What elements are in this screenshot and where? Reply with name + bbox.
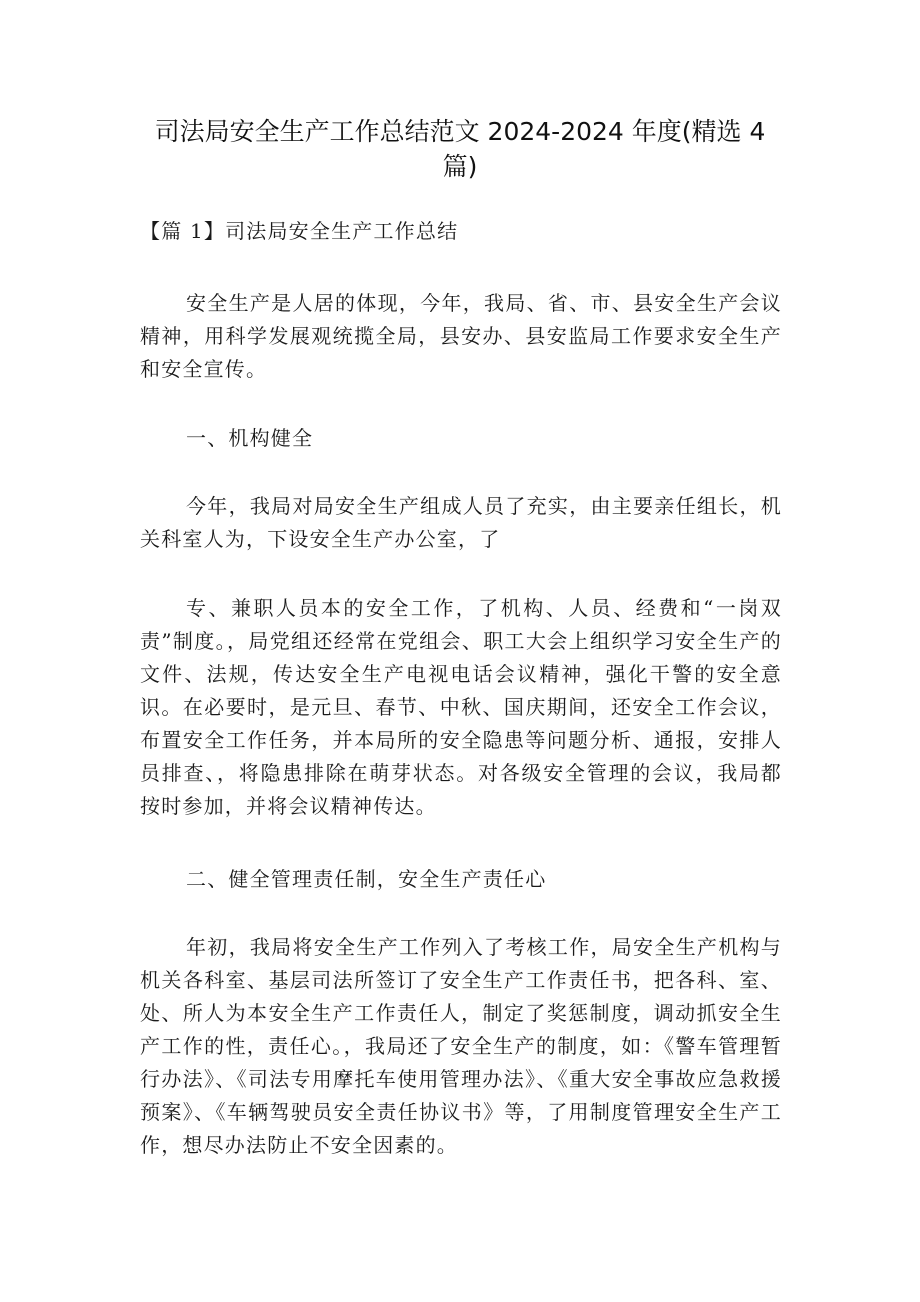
paragraph-staff-system: 专、兼职人员本的安全工作，了机构、人员、经费和“一岗双责”制度。，局党组还经常在党组会、职工大会上组织学习安全生产的文件、法规，传达安全生产电视电话会议精神，强化干警的安全意识。在必要时，是元旦、春节、中秋、国庆期间，还安全工作会议，布置安全工作任务，并本局所的安全隐患等问题分析、通报，安排人员排查、，将隐患排除在萌芽状态。对各级安全管理的会议，我局都按时参加，并将会议精神传达。 [140,596,782,818]
paragraph-institution: 今年，我局对局安全生产组成人员了充实，由主要亲任组长，机关科室人为，下设安全生产办公室，了 [140,494,782,551]
paragraph-intro: 安全生产是人居的体现，今年，我局、省、市、县安全生产会议精神，用科学发展观统揽全局，县安办、县安监局工作要求安全生产和安全宣传。 [140,291,782,381]
paragraph-responsibility: 年初，我局将安全生产工作列入了考核工作，局安全生产机构与机关各科室、基层司法所签订了安全生产工作责任书，把各科、室、处、所人为本安全生产工作责任人，制定了奖惩制度，调动抓安全生产工作的性，责任心。，我局还了安全生产的制度，如：《警车管理暂行办法》、《司法专用摩托车使用管理办法》、《重大安全事故应急救援预案》、《车辆驾驶员安全责任协议书》等，了用制度管理安全生产工作，想尽办法防止不安全因素的。 [140,935,782,1157]
heading-responsibility: 二、健全管理责任制，安全生产责任心 [186,867,547,891]
heading-institution: 一、机构健全 [186,426,314,450]
section-heading: 【篇 1】司法局安全生产工作总结 [140,219,459,243]
document-title: 司法局安全生产工作总结范文 2024-2024 年度(精选 4 篇) [154,117,766,181]
